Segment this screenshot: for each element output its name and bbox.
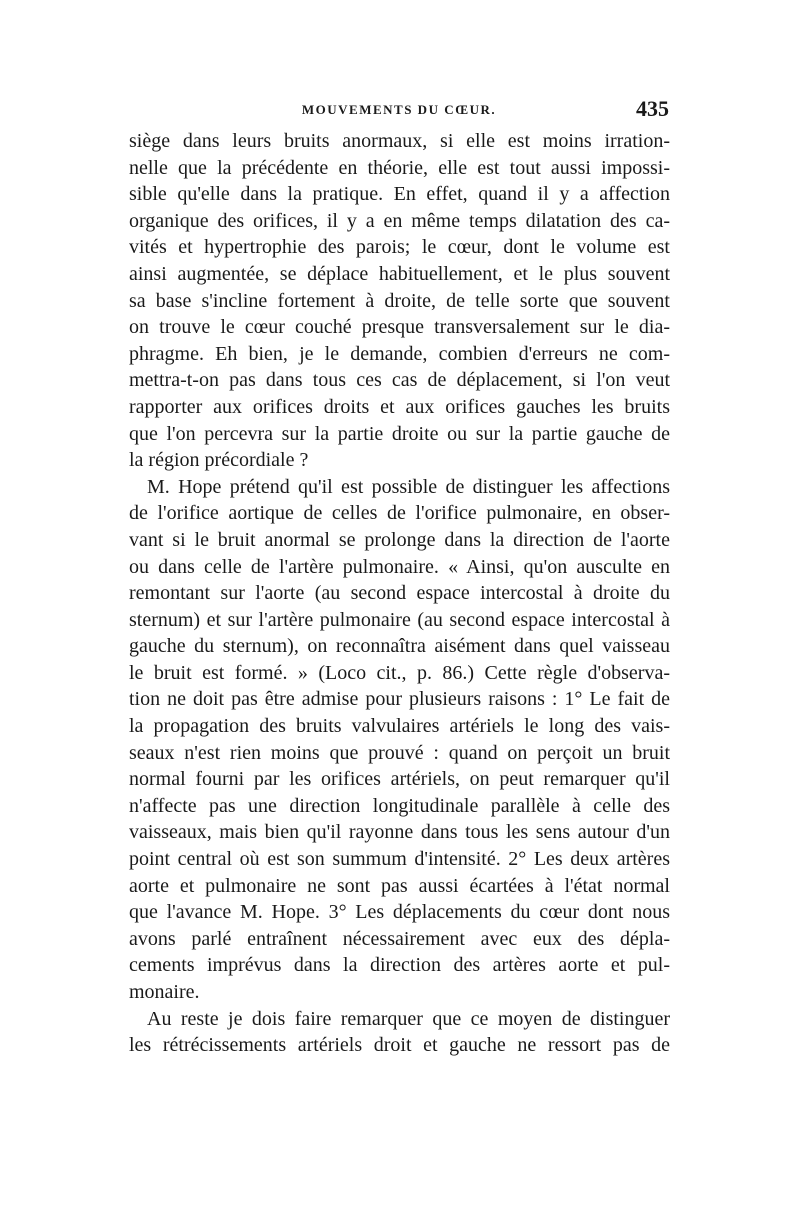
- text-line: de l'orifice aortique de celles de l'orifice pulmonaire, en obser-: [129, 502, 670, 525]
- text-line: la région précordiale ?: [129, 449, 309, 472]
- text-line: sternum) et sur l'artère pulmonaire (au second espace intercostal à: [129, 608, 670, 631]
- text-line: sible qu'elle dans la pratique. En effet, quand il y a affection: [129, 183, 670, 206]
- text-line: tion ne doit pas être admise pour plusieurs raisons : 1° Le fait de: [129, 688, 670, 711]
- text-line: monaire.: [129, 981, 200, 1003]
- text-line: aorte et pulmonaire ne sont pas aussi écartées à l'état normal: [129, 874, 670, 897]
- body-text: [129, 128, 670, 1059]
- text-line: mettra-t-on pas dans tous ces cas de déplacement, si l'on veut: [129, 369, 670, 392]
- text-line: Au reste je dois faire remarquer que ce moyen de distinguer: [147, 1007, 670, 1030]
- text-line: avons parlé entraînent nécessairement avec eux des dépla-: [129, 927, 670, 950]
- text-line: que l'on percevra sur la partie droite ou sur la partie gauche de: [129, 422, 670, 445]
- text-line: ou dans celle de l'artère pulmonaire. « Ainsi, qu'on ausculte en: [129, 555, 670, 578]
- text-line: siège dans leurs bruits anormaux, si elle est moins irration-: [129, 130, 670, 152]
- text-line: vités et hypertrophie des parois; le cœur, dont le volume est: [129, 236, 670, 259]
- text-line: vant si le bruit anormal se prolonge dans la direction de l'aorte: [129, 528, 670, 551]
- text-line: normal fourni par les orifices artériels, on peut remarquer qu'il: [129, 768, 670, 791]
- text-line: vaisseaux, mais bien qu'il rayonne dans tous les sens autour d'un: [129, 821, 670, 844]
- text-line: cements imprévus dans la direction des artères aorte et pul-: [129, 954, 670, 977]
- text-line: sa base s'incline fortement à droite, de telle sorte que souvent: [129, 289, 670, 312]
- text-line: nelle que la précédente en théorie, elle est tout aussi impossi-: [129, 156, 670, 179]
- text-line: organique des orifices, il y a en même temps dilatation des ca-: [129, 209, 670, 232]
- text-line: M. Hope prétend qu'il est possible de distinguer les affections: [147, 475, 670, 498]
- text-line: on trouve le cœur couché presque transversalement sur le dia-: [129, 316, 670, 339]
- text-line: les rétrécissements artériels droit et gauche ne ressort pas de: [129, 1034, 670, 1057]
- text-line: le bruit est formé. » (Loco cit., p. 86.) Cette règle d'observa-: [129, 661, 670, 684]
- text-line: n'affecte pas une direction longitudinale parallèle à celle des: [129, 794, 670, 817]
- text-line: la propagation des bruits valvulaires artériels le long des vais-: [129, 715, 670, 738]
- text-line: rapporter aux orifices droits et aux orifices gauches les bruits: [129, 395, 670, 418]
- text-line: ainsi augmentée, se déplace habituellement, et le plus souvent: [129, 262, 670, 285]
- page-header: [129, 96, 669, 124]
- text-line: gauche du sternum), on reconnaîtra aisément dans quel vaisseau: [129, 635, 670, 658]
- page-number: 435: [636, 96, 669, 121]
- text-line: seaux n'est rien moins que prouvé : quand on perçoit un bruit: [129, 741, 670, 764]
- text-line: que l'avance M. Hope. 3° Les déplacements du cœur dont nous: [129, 901, 670, 924]
- running-head: MOUVEMENTS DU CŒUR.: [301, 102, 497, 117]
- text-line: phragme. Eh bien, je le demande, combien d'erreurs ne com-: [129, 342, 670, 365]
- text-line: point central où est son summum d'intensité. 2° Les deux artères: [129, 848, 670, 871]
- text-line: remontant sur l'aorte (au second espace intercostal à droite du: [129, 582, 670, 605]
